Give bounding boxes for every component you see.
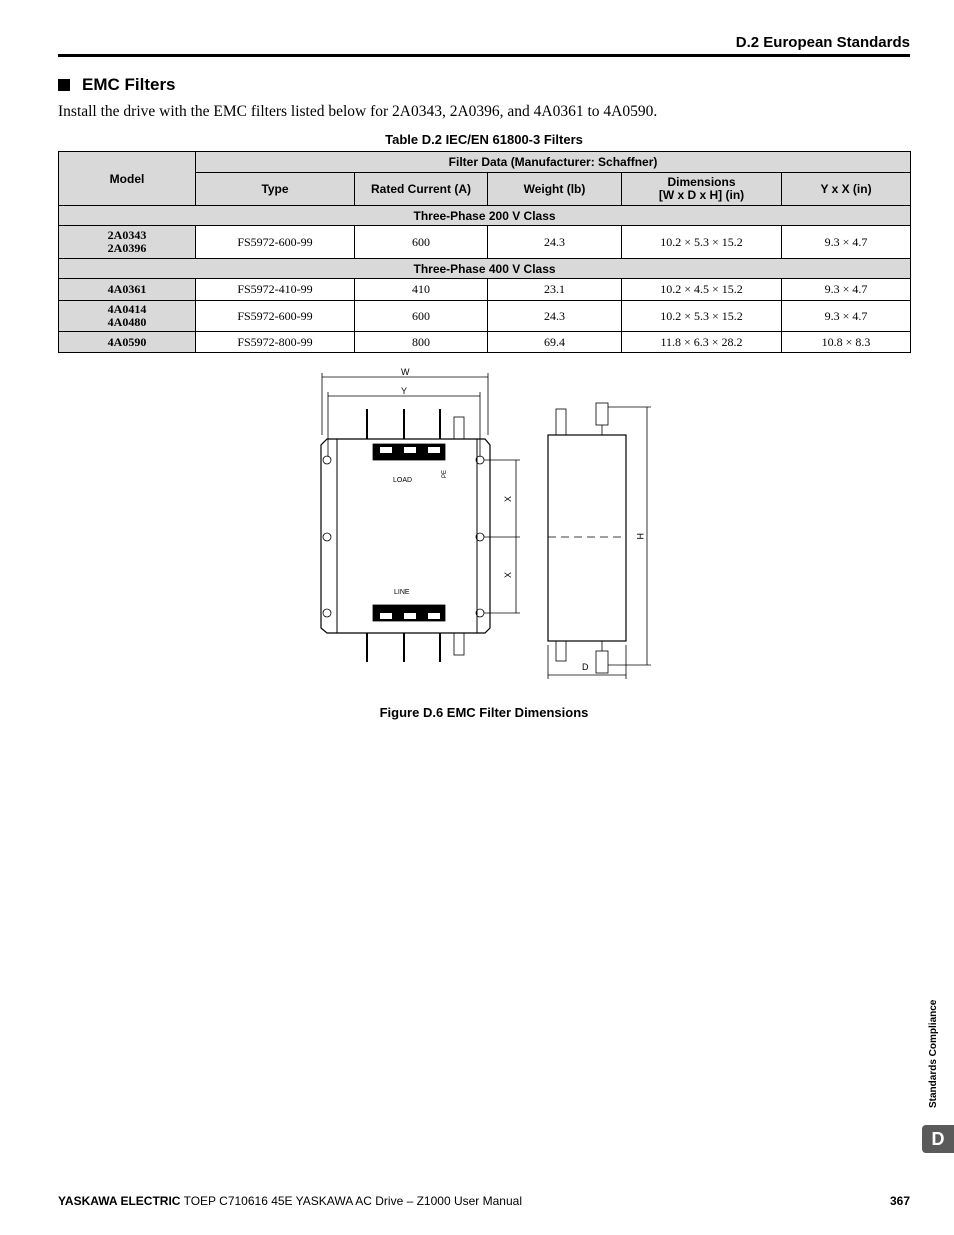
model-cell (59, 301, 196, 332)
dimensions-cell: 10.2 × 5.3 × 15.2 (622, 301, 782, 332)
table-row (59, 279, 911, 301)
table-row (59, 226, 911, 259)
current-cell: 600 (355, 226, 488, 259)
type-cell: FS5972-600-99 (196, 226, 355, 259)
x-label-upper: X (503, 495, 513, 502)
type-cell: FS5972-600-99 (196, 301, 355, 332)
model-id: 4A0414 (107, 302, 147, 316)
dimensions-header-line2: [W x D x H] (in) (658, 188, 745, 202)
dimensions-cell: 11.8 × 6.3 × 28.2 (622, 332, 782, 353)
type-header: Type (196, 173, 355, 206)
section-row-400v: Three-Phase 400 V Class (59, 259, 911, 279)
weight-cell: 23.1 (488, 279, 622, 301)
page-number: 367 (889, 1194, 910, 1208)
footer-brand: YASKAWA ELECTRIC (58, 1194, 181, 1208)
figure-caption: Figure D.6 EMC Filter Dimensions (379, 705, 589, 720)
current-cell: 600 (355, 301, 488, 332)
yx-header: Y x X (in) (782, 173, 911, 206)
filter-data-header: Filter Data (Manufacturer: Schaffner) (196, 152, 911, 173)
d-label: D (582, 662, 589, 672)
side-tab-label: Standards Compliance (928, 999, 939, 1108)
section-header: D.2 European Standards (735, 34, 910, 51)
model-id: 4A0480 (107, 315, 147, 329)
dimensions-cell: 10.2 × 4.5 × 15.2 (622, 279, 782, 301)
w-label: W (401, 367, 410, 377)
weight-header: Weight (lb) (488, 173, 622, 206)
line-label: LINE (394, 589, 410, 596)
table-caption: Table D.2 IEC/EN 61800-3 Filters (385, 132, 583, 147)
load-label: LOAD (393, 477, 413, 484)
weight-cell: 24.3 (488, 301, 622, 332)
y-label: Y (401, 386, 408, 396)
weight-cell: 24.3 (488, 226, 622, 259)
model-id: 2A0343 (107, 228, 147, 242)
header-rule (58, 54, 910, 57)
pe-bolt-icon (454, 417, 464, 439)
current-cell: 410 (355, 279, 488, 301)
table-row (59, 301, 911, 332)
model-id: 2A0396 (107, 241, 147, 255)
dimensions-header (622, 173, 782, 206)
table-row (59, 332, 911, 353)
dimensions-header-line1: Dimensions (667, 175, 736, 189)
model-header: Model (59, 152, 196, 206)
footer-title (58, 1194, 522, 1208)
footer-text: TOEP C710616 45E YASKAWA AC Drive – Z1000 User Manual (180, 1194, 522, 1208)
section-heading (58, 75, 176, 95)
model-id: 4A0590 (107, 334, 147, 349)
filter-front-body (321, 439, 490, 633)
intro-paragraph: Install the drive with the EMC filters listed below for 2A0343, 2A0396, and 4A0361 to 4A0590. (58, 103, 658, 120)
emc-filter-drawing (300, 365, 670, 685)
section-row-200v: Three-Phase 200 V Class (59, 206, 911, 226)
yx-cell: 9.3 × 4.7 (782, 301, 911, 332)
type-cell: FS5972-800-99 (196, 332, 355, 353)
dimensions-cell: 10.2 × 5.3 × 15.2 (622, 226, 782, 259)
square-bullet-icon (58, 79, 70, 91)
x-label-lower: X (503, 571, 513, 578)
model-cell (59, 279, 196, 301)
filter-side-body (548, 435, 626, 641)
yx-cell: 9.3 × 4.7 (782, 226, 911, 259)
type-cell: FS5972-410-99 (196, 279, 355, 301)
model-id: 4A0361 (107, 282, 147, 296)
model-cell (59, 226, 196, 259)
yx-cell: 9.3 × 4.7 (782, 279, 911, 301)
h-label: H (635, 533, 645, 540)
weight-cell: 69.4 (488, 332, 622, 353)
heading-text: EMC Filters (82, 75, 176, 94)
yx-cell: 10.8 × 8.3 (782, 332, 911, 353)
current-cell: 800 (355, 332, 488, 353)
model-cell (59, 332, 196, 353)
filters-table (58, 151, 911, 353)
current-header: Rated Current (A) (355, 173, 488, 206)
pe-label: PE (442, 469, 448, 478)
chapter-tab: D (922, 1125, 954, 1153)
